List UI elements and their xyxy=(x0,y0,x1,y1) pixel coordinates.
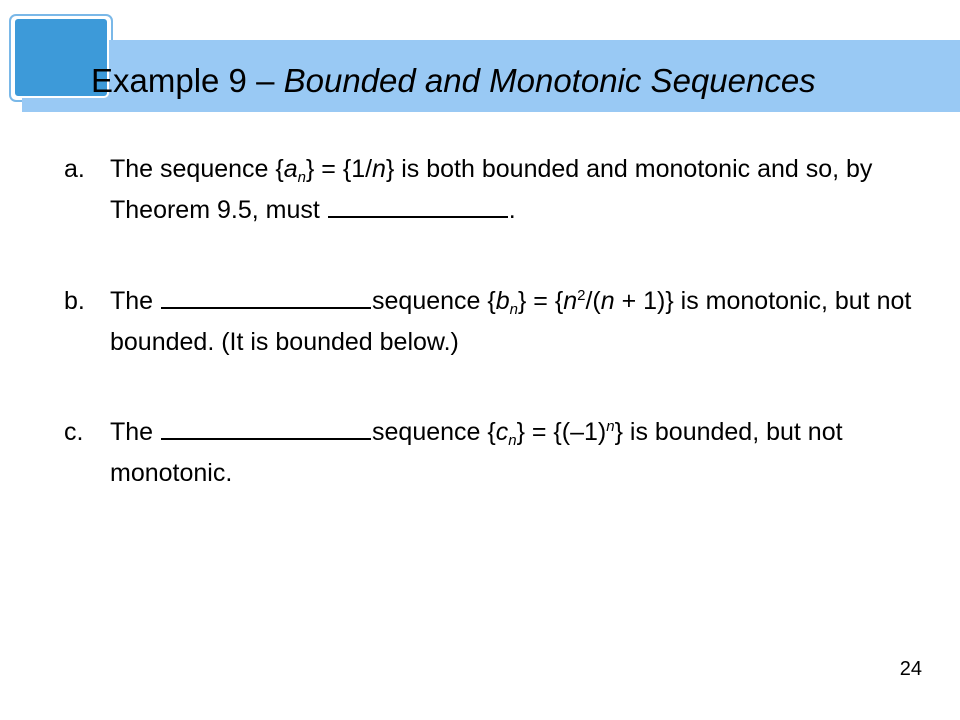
answer-blank xyxy=(161,412,371,440)
text-part: } = {(–1) xyxy=(516,418,607,446)
math-variable: n xyxy=(563,287,578,315)
text-part: } = {1/ xyxy=(306,155,373,183)
math-superscript: 2 xyxy=(577,287,586,304)
math-subscript: n xyxy=(508,432,517,449)
answer-blank xyxy=(161,281,371,309)
text-part: The xyxy=(110,287,161,315)
title-prefix: Example 9 – xyxy=(91,62,284,99)
math-variable: c xyxy=(495,418,509,446)
text-part: The sequence { xyxy=(110,155,284,183)
text-part: /( xyxy=(585,287,601,315)
math-variable: n xyxy=(372,155,386,183)
text-part: . xyxy=(508,196,516,224)
text-part: The xyxy=(110,418,161,446)
text-part: + 1)} is monotonic, but not bounded. (It is bounded below.) xyxy=(110,287,912,356)
item-text-c xyxy=(110,412,944,494)
math-variable: n xyxy=(600,287,615,315)
math-variable: b xyxy=(495,287,510,315)
page-number: 24 xyxy=(899,658,922,680)
text-part: } is both bounded and monotonic and so, by Theorem 9.5, must xyxy=(110,155,873,224)
list-item-c xyxy=(64,412,944,494)
text-part: } is bounded, but not monotonic. xyxy=(110,418,843,487)
item-marker-b: b. xyxy=(64,287,85,315)
math-superscript: n xyxy=(606,418,615,435)
math-subscript: n xyxy=(297,169,306,186)
text-part: } = { xyxy=(518,287,564,315)
item-marker-c: c. xyxy=(64,418,84,446)
answer-blank xyxy=(328,190,508,218)
slide-title xyxy=(91,59,816,103)
text-part: sequence { xyxy=(372,287,496,315)
list-item-a xyxy=(64,149,944,231)
list-item-b xyxy=(64,281,944,363)
math-subscript: n xyxy=(509,301,518,318)
item-marker-a: a. xyxy=(64,155,85,183)
math-variable: a xyxy=(283,155,298,183)
text-part: sequence { xyxy=(372,418,496,446)
item-text-a xyxy=(110,149,944,231)
item-text-b xyxy=(110,281,944,363)
title-emphasis: Bounded and Monotonic Sequences xyxy=(283,62,816,99)
